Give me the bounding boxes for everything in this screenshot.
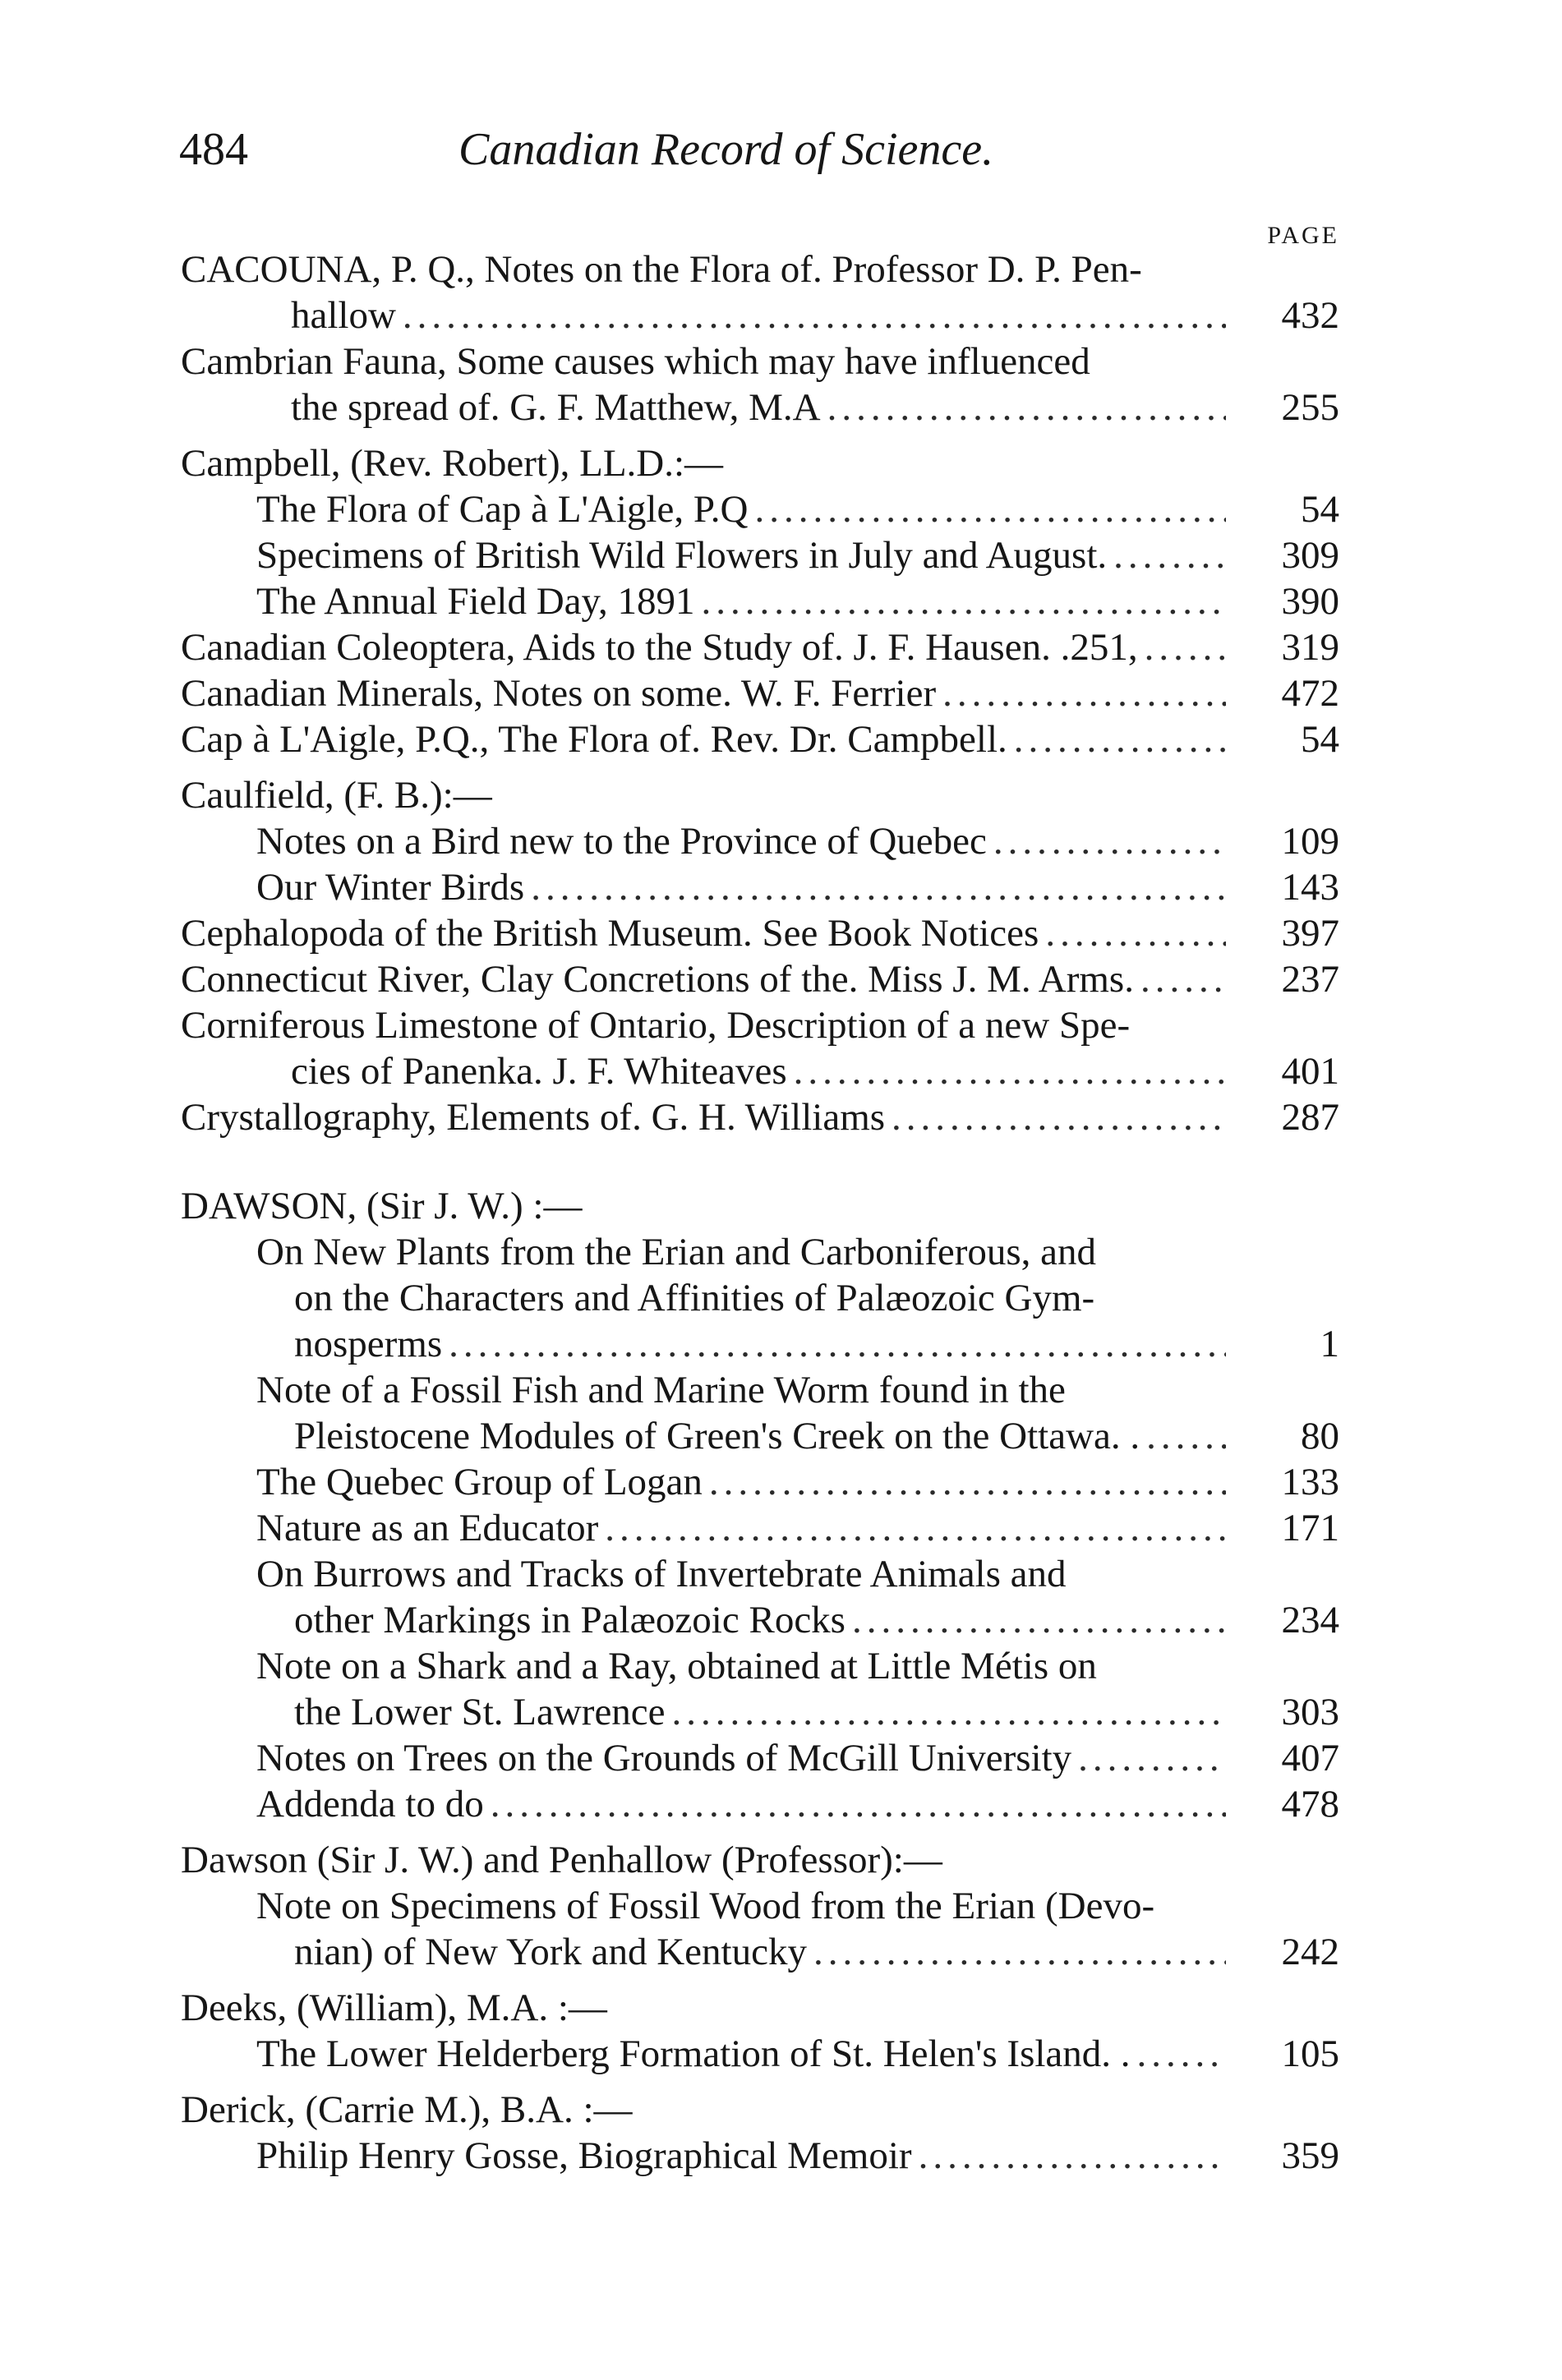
entry-text: Pleistocene Modules of Green's Creek on the Ottawa. . xyxy=(294,1415,1140,1457)
index-entry xyxy=(181,338,1339,430)
entry-page-number: 109 xyxy=(1281,820,1339,863)
index-entry xyxy=(256,1781,1339,1827)
entry-page-number: 359 xyxy=(1281,2134,1339,2177)
index-entry xyxy=(256,1505,1339,1551)
index-entry xyxy=(256,1643,1339,1735)
entry-text: The Flora of Cap à L'Aigle, P.Q xyxy=(256,488,749,531)
dot-leader xyxy=(1146,1413,1226,1459)
entry-text: CACOUNA, P. Q., Notes on the Flora of. Professor D. P. Pen- xyxy=(181,248,1142,291)
index-entry xyxy=(256,1551,1339,1643)
entry-page-number: 237 xyxy=(1281,958,1339,1001)
entry-text: Notes on a Bird new to the Province of Quebec xyxy=(256,820,987,863)
dot-leader xyxy=(942,670,1226,716)
dot-leader xyxy=(1140,956,1226,1002)
page-column-heading: PAGE xyxy=(1267,222,1339,249)
index-entry xyxy=(256,532,1339,578)
dot-leader xyxy=(754,486,1226,532)
entry-text: Cap à L'Aigle, P.Q., The Flora of. Rev. Dr. Campbell. xyxy=(181,718,1007,761)
entry-text: the Lower St. Lawrence xyxy=(294,1691,666,1733)
dot-leader xyxy=(701,578,1226,624)
entry-text: Our Winter Birds xyxy=(256,866,525,909)
entry-page-number: 1 xyxy=(1320,1323,1339,1365)
entry-page-number: 242 xyxy=(1281,1931,1339,1973)
dot-leader xyxy=(919,2133,1226,2179)
entry-text: the spread of. G. F. Matthew, M.A xyxy=(291,386,821,429)
entry-text: hallow xyxy=(291,294,396,337)
index-entry xyxy=(181,716,1339,762)
index-entry xyxy=(181,624,1339,670)
entry-page-number: 390 xyxy=(1281,580,1339,623)
entry-text: The Lower Helderberg Formation of St. Helen's Island. . xyxy=(256,2032,1131,2075)
index-author-heading xyxy=(181,440,1339,486)
dot-leader xyxy=(605,1505,1226,1551)
index-author-heading xyxy=(181,1183,1339,1229)
index-entry xyxy=(181,246,1339,338)
dot-leader xyxy=(1078,1735,1226,1781)
index-entry xyxy=(256,818,1339,864)
entry-text: Corniferous Limestone of Ontario, Description of a new Spe- xyxy=(181,1004,1131,1047)
index-author-heading xyxy=(181,772,1339,818)
index-author-heading xyxy=(181,1837,1339,1883)
index-author-heading xyxy=(181,1985,1339,2031)
entry-page-number: 397 xyxy=(1281,912,1339,955)
entry-text: Nature as an Educator xyxy=(256,1507,599,1549)
entry-text: Deeks, (William), M.A. :— xyxy=(181,1986,607,2029)
entry-text: Note on Specimens of Fossil Wood from the Erian (Devo- xyxy=(256,1885,1155,1927)
entry-page-number: 234 xyxy=(1281,1599,1339,1641)
index-entry xyxy=(256,1735,1339,1781)
entry-text: The Quebec Group of Logan xyxy=(256,1461,703,1503)
entry-text: Canadian Coleoptera, Aids to the Study of. J. F. Hausen. .251, xyxy=(181,626,1138,669)
entry-text: Notes on Trees on the Grounds of McGill University xyxy=(256,1737,1072,1779)
entry-text: cies of Panenka. J. F. Whiteaves xyxy=(291,1050,787,1093)
dot-leader xyxy=(1045,910,1226,956)
index-entry xyxy=(256,1883,1339,1975)
dot-leader xyxy=(813,1929,1226,1975)
entry-page-number: 287 xyxy=(1281,1096,1339,1139)
entry-text: Derick, (Carrie M.), B.A. :— xyxy=(181,2088,633,2131)
entry-page-number: 54 xyxy=(1301,718,1339,761)
index-entry xyxy=(256,578,1339,624)
entry-page-number: 432 xyxy=(1281,294,1339,337)
dot-leader xyxy=(709,1459,1226,1505)
entry-page-number: 401 xyxy=(1281,1050,1339,1093)
dot-leader xyxy=(794,1048,1226,1094)
entry-text: On Burrows and Tracks of Invertebrate Animals and xyxy=(256,1553,1067,1595)
dot-leader xyxy=(449,1321,1226,1367)
entry-page-number: 303 xyxy=(1281,1691,1339,1733)
entry-text: Cambrian Fauna, Some causes which may have influenced xyxy=(181,340,1090,383)
entry-page-number: 80 xyxy=(1301,1415,1339,1457)
entry-text: nian) of New York and Kentucky xyxy=(294,1931,807,1973)
index-entry xyxy=(256,2133,1339,2179)
journal-title: Canadian Record of Science. xyxy=(458,124,994,175)
index-entry xyxy=(256,2031,1339,2077)
index-entry xyxy=(256,486,1339,532)
index-entries xyxy=(181,246,1339,2179)
dot-leader xyxy=(1145,624,1226,670)
index-entry xyxy=(256,864,1339,910)
dot-leader xyxy=(1137,2031,1226,2077)
entry-page-number: 133 xyxy=(1281,1461,1339,1503)
entry-page-number: 54 xyxy=(1301,488,1339,531)
entry-page-number: 319 xyxy=(1281,626,1339,669)
dot-leader xyxy=(993,818,1226,864)
entry-text: Crystallography, Elements of. G. H. Williams xyxy=(181,1096,886,1139)
dot-leader xyxy=(1113,532,1226,578)
entry-text: Caulfield, (F. B.):— xyxy=(181,774,492,817)
index-entry xyxy=(181,910,1339,956)
index-entry xyxy=(256,1367,1339,1459)
entry-page-number: 105 xyxy=(1281,2032,1339,2075)
entry-text: On New Plants from the Erian and Carboniferous, and xyxy=(256,1231,1096,1273)
index-entry xyxy=(181,1002,1339,1094)
entry-text: other Markings in Palæozoic Rocks xyxy=(294,1599,846,1641)
section-gap xyxy=(181,1140,1339,1173)
entry-text: Canadian Minerals, Notes on some. W. F. Ferrier xyxy=(181,672,937,715)
entry-text: Cephalopoda of the British Museum. See Book Notices xyxy=(181,912,1039,955)
entry-text: on the Characters and Affinities of Palæozoic Gym- xyxy=(294,1277,1095,1319)
entry-text: nosperms xyxy=(294,1323,443,1365)
dot-leader xyxy=(403,292,1226,338)
dot-leader xyxy=(672,1689,1226,1735)
entry-text: Dawson (Sir J. W.) and Penhallow (Professor):— xyxy=(181,1839,942,1881)
dot-leader xyxy=(892,1094,1226,1140)
index-author-heading xyxy=(181,2087,1339,2133)
running-head xyxy=(179,123,1338,181)
entry-page-number: 472 xyxy=(1281,672,1339,715)
entry-text: DAWSON, (Sir J. W.) :— xyxy=(181,1185,583,1227)
index-entry xyxy=(181,670,1339,716)
entry-text: Note of a Fossil Fish and Marine Worm found in the xyxy=(256,1369,1066,1411)
entry-text: Connecticut River, Clay Concretions of the. Miss J. M. Arms. xyxy=(181,958,1134,1001)
entry-page-number: 171 xyxy=(1281,1507,1339,1549)
index-entry xyxy=(181,956,1339,1002)
entry-text: Addenda to do xyxy=(256,1783,484,1825)
entry-text: Note on a Shark and a Ray, obtained at Little Métis on xyxy=(256,1645,1097,1687)
dot-leader xyxy=(1014,716,1226,762)
entry-text: Philip Henry Gosse, Biographical Memoir xyxy=(256,2134,912,2177)
index-entry xyxy=(181,1094,1339,1140)
entry-page-number: 143 xyxy=(1281,866,1339,909)
index-entry xyxy=(256,1459,1339,1505)
index-entry xyxy=(256,1229,1339,1367)
entry-page-number: 309 xyxy=(1281,534,1339,577)
entry-page-number: 255 xyxy=(1281,386,1339,429)
entry-page-number: 478 xyxy=(1281,1783,1339,1825)
entry-text: The Annual Field Day, 1891 xyxy=(256,580,695,623)
entry-text: Specimens of British Wild Flowers in July and August. xyxy=(256,534,1108,577)
dot-leader xyxy=(827,384,1226,430)
dot-leader xyxy=(531,864,1226,910)
entry-text: Campbell, (Rev. Robert), LL.D.:— xyxy=(181,442,724,485)
entry-page-number: 407 xyxy=(1281,1737,1339,1779)
page-number: 484 xyxy=(179,124,248,175)
dot-leader xyxy=(491,1781,1226,1827)
dot-leader xyxy=(852,1597,1226,1643)
